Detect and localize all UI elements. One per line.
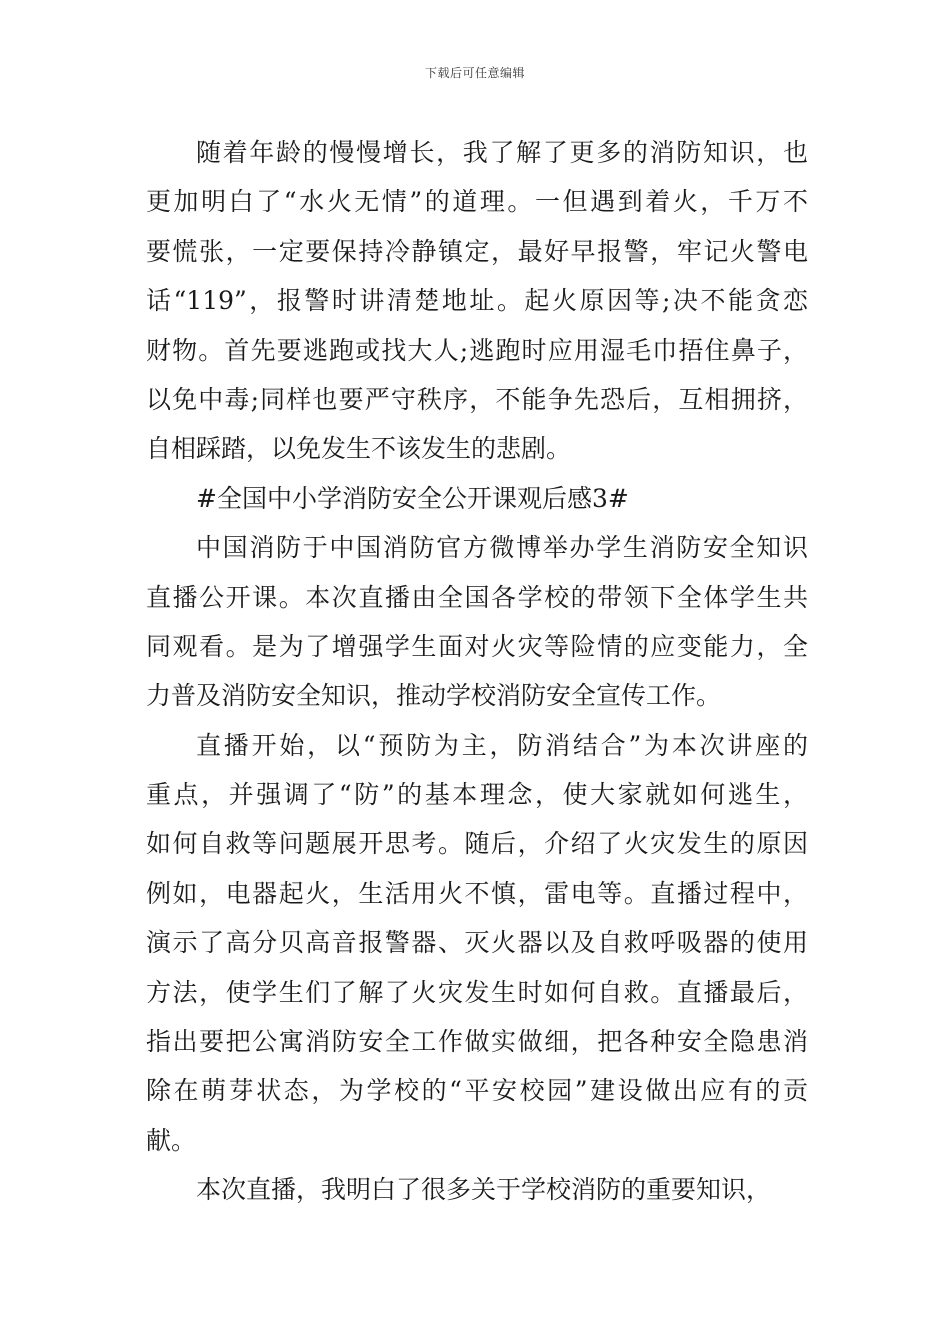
- section-heading: [146, 474, 808, 523]
- text-line: 演示了高分贝高音报警器、灭火器以及自救呼吸器的使用: [146, 928, 808, 958]
- text-line: 指出要把公寓消防安全工作做实做细，把各种安全隐患消: [146, 1027, 808, 1057]
- text-line: 同观看。是为了增强学生面对火灾等险情的应变能力，全: [146, 631, 808, 661]
- text-line: 以免中毒;同样也要严守秩序，不能争先恐后，互相拥挤，: [146, 384, 808, 414]
- text-line: 随着年龄的慢慢增长，我了解了更多的消防知识，也: [196, 138, 808, 167]
- text-line: 直播开始，以“预防为主，防消结合”为本次讲座的: [196, 730, 808, 760]
- paragraph: [146, 1165, 808, 1214]
- text-line: 自相踩踏，以免发生不该发生的悲剧。: [146, 434, 572, 464]
- page-header: 下载后可任意编辑: [424, 66, 525, 80]
- text-line: 除在萌芽状态，为学校的“平安校园”建设做出应有的贡: [146, 1076, 808, 1106]
- text-line: 话“119”，报警时讲清楚地址。起火原因等;决不能贪恋: [146, 286, 808, 316]
- text-line: 中国消防于中国消防官方微博举办学生消防安全知识: [196, 533, 808, 563]
- document-body: [146, 128, 808, 1215]
- text-line: 献。: [146, 1125, 197, 1155]
- text-line: 财物。首先要逃跑或找大人;逃跑时应用湿毛巾捂住鼻子，: [146, 335, 808, 365]
- paragraph: [146, 128, 808, 474]
- text-line: 力普及消防安全知识，推动学校消防安全宣传工作。: [146, 681, 722, 711]
- text-line: 本次直播，我明白了很多关于学校消防的重要知识，: [196, 1175, 772, 1205]
- text-line: 要慌张，一定要保持冷静镇定，最好早报警，牢记火警电: [146, 236, 808, 266]
- text-line: 方法，使学生们了解了火灾发生时如何自救。直播最后，: [146, 977, 808, 1007]
- paragraph: [146, 523, 808, 721]
- text-line: 例如，电器起火，生活用火不慎，雷电等。直播过程中，: [146, 878, 808, 908]
- text-line: 重点，并强调了“防”的基本理念，使大家就如何逃生，: [146, 780, 808, 810]
- paragraph: [146, 721, 808, 1166]
- text-line: 直播公开课。本次直播由全国各学校的带领下全体学生共: [146, 582, 808, 612]
- heading-line: #全国中小学消防安全公开课观后感3#: [196, 483, 629, 513]
- text-line: 更加明白了“水火无情”的道理。一但遇到着火，千万不: [146, 187, 808, 217]
- text-line: 如何自救等问题展开思考。随后，介绍了火灾发生的原因: [146, 829, 808, 859]
